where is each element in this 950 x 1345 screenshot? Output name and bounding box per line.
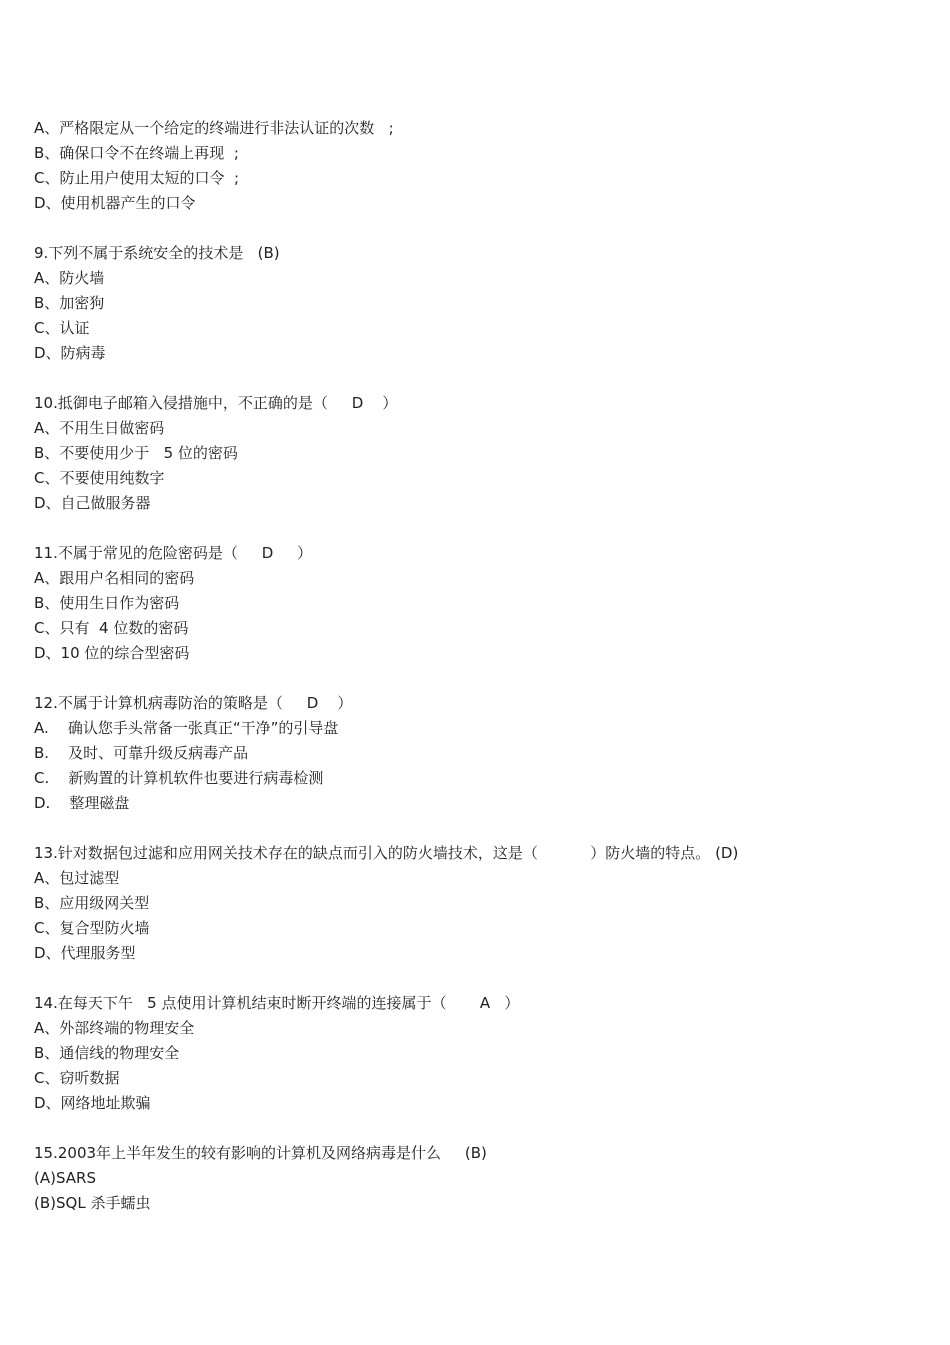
question-text: 11.不属于常见的危险密码是（ D ） bbox=[34, 544, 313, 562]
document-page bbox=[34, 116, 914, 1241]
option-a: A、不用生日做密码 bbox=[34, 419, 165, 437]
option-c: C、防止用户使用太短的口令 ; bbox=[34, 169, 240, 187]
option-c: C、窃听数据 bbox=[34, 1069, 120, 1087]
option-c: C、认证 bbox=[34, 319, 90, 337]
option-d: D. 整理磁盘 bbox=[34, 794, 130, 812]
option-b: B、使用生日作为密码 bbox=[34, 594, 180, 612]
option-d: D、10 位的综合型密码 bbox=[34, 644, 190, 662]
question-text: 12.不属于计算机病毒防治的策略是（ D ） bbox=[34, 694, 353, 712]
option-b: B、应用级网关型 bbox=[34, 894, 150, 912]
question-text: 10.抵御电子邮箱入侵措施中，不正确的是（ D ） bbox=[34, 394, 398, 412]
option-c: C. 新购置的计算机软件也要进行病毒检测 bbox=[34, 769, 324, 787]
question-block-12 bbox=[34, 691, 914, 816]
option-d: D、代理服务型 bbox=[34, 944, 136, 962]
question-text: 15.2003年上半年发生的较有影响的计算机及网络病毒是什么 (B) bbox=[34, 1144, 487, 1162]
option-b: B、加密狗 bbox=[34, 294, 105, 312]
option-b: B. 及时、可靠升级反病毒产品 bbox=[34, 744, 249, 762]
option-d: D、网络地址欺骗 bbox=[34, 1094, 151, 1112]
question-block-13 bbox=[34, 841, 914, 966]
question-text: 13.针对数据包过滤和应用网关技术存在的缺点而引入的防火墙技术，这是（ ）防火墙的特点。 (D) bbox=[34, 844, 739, 862]
option-c: C、不要使用纯数字 bbox=[34, 469, 165, 487]
option-b: (B)SQL 杀手蠕虫 bbox=[34, 1194, 151, 1212]
question-block-11 bbox=[34, 541, 914, 666]
option-a: A. 确认您手头常备一张真正“干净”的引导盘 bbox=[34, 719, 339, 737]
option-a: A、严格限定从一个给定的终端进行非法认证的次数 ; bbox=[34, 119, 394, 137]
option-a: A、外部终端的物理安全 bbox=[34, 1019, 195, 1037]
option-a: A、防火墙 bbox=[34, 269, 105, 287]
option-a: A、包过滤型 bbox=[34, 869, 120, 887]
question-block-10 bbox=[34, 391, 914, 516]
option-b: B、确保口令不在终端上再现 ; bbox=[34, 144, 239, 162]
question-text: 14.在每天下午 5 点使用计算机结束时断开终端的连接属于（ A ） bbox=[34, 994, 520, 1012]
question-block-15 bbox=[34, 1141, 914, 1216]
option-d: D、防病毒 bbox=[34, 344, 106, 362]
option-d: D、使用机器产生的口令 bbox=[34, 194, 196, 212]
option-b: B、不要使用少于 5 位的密码 bbox=[34, 444, 238, 462]
question-block-9 bbox=[34, 241, 914, 366]
option-c: C、只有 4 位数的密码 bbox=[34, 619, 189, 637]
option-b: B、通信线的物理安全 bbox=[34, 1044, 180, 1062]
option-a: (A)SARS bbox=[34, 1169, 96, 1187]
question-text: 9.下列不属于系统安全的技术是 (B) bbox=[34, 244, 280, 262]
question-block-14 bbox=[34, 991, 914, 1116]
option-c: C、复合型防火墙 bbox=[34, 919, 150, 937]
option-a: A、跟用户名相同的密码 bbox=[34, 569, 195, 587]
question-block-8 bbox=[34, 116, 914, 216]
option-d: D、自己做服务器 bbox=[34, 494, 151, 512]
